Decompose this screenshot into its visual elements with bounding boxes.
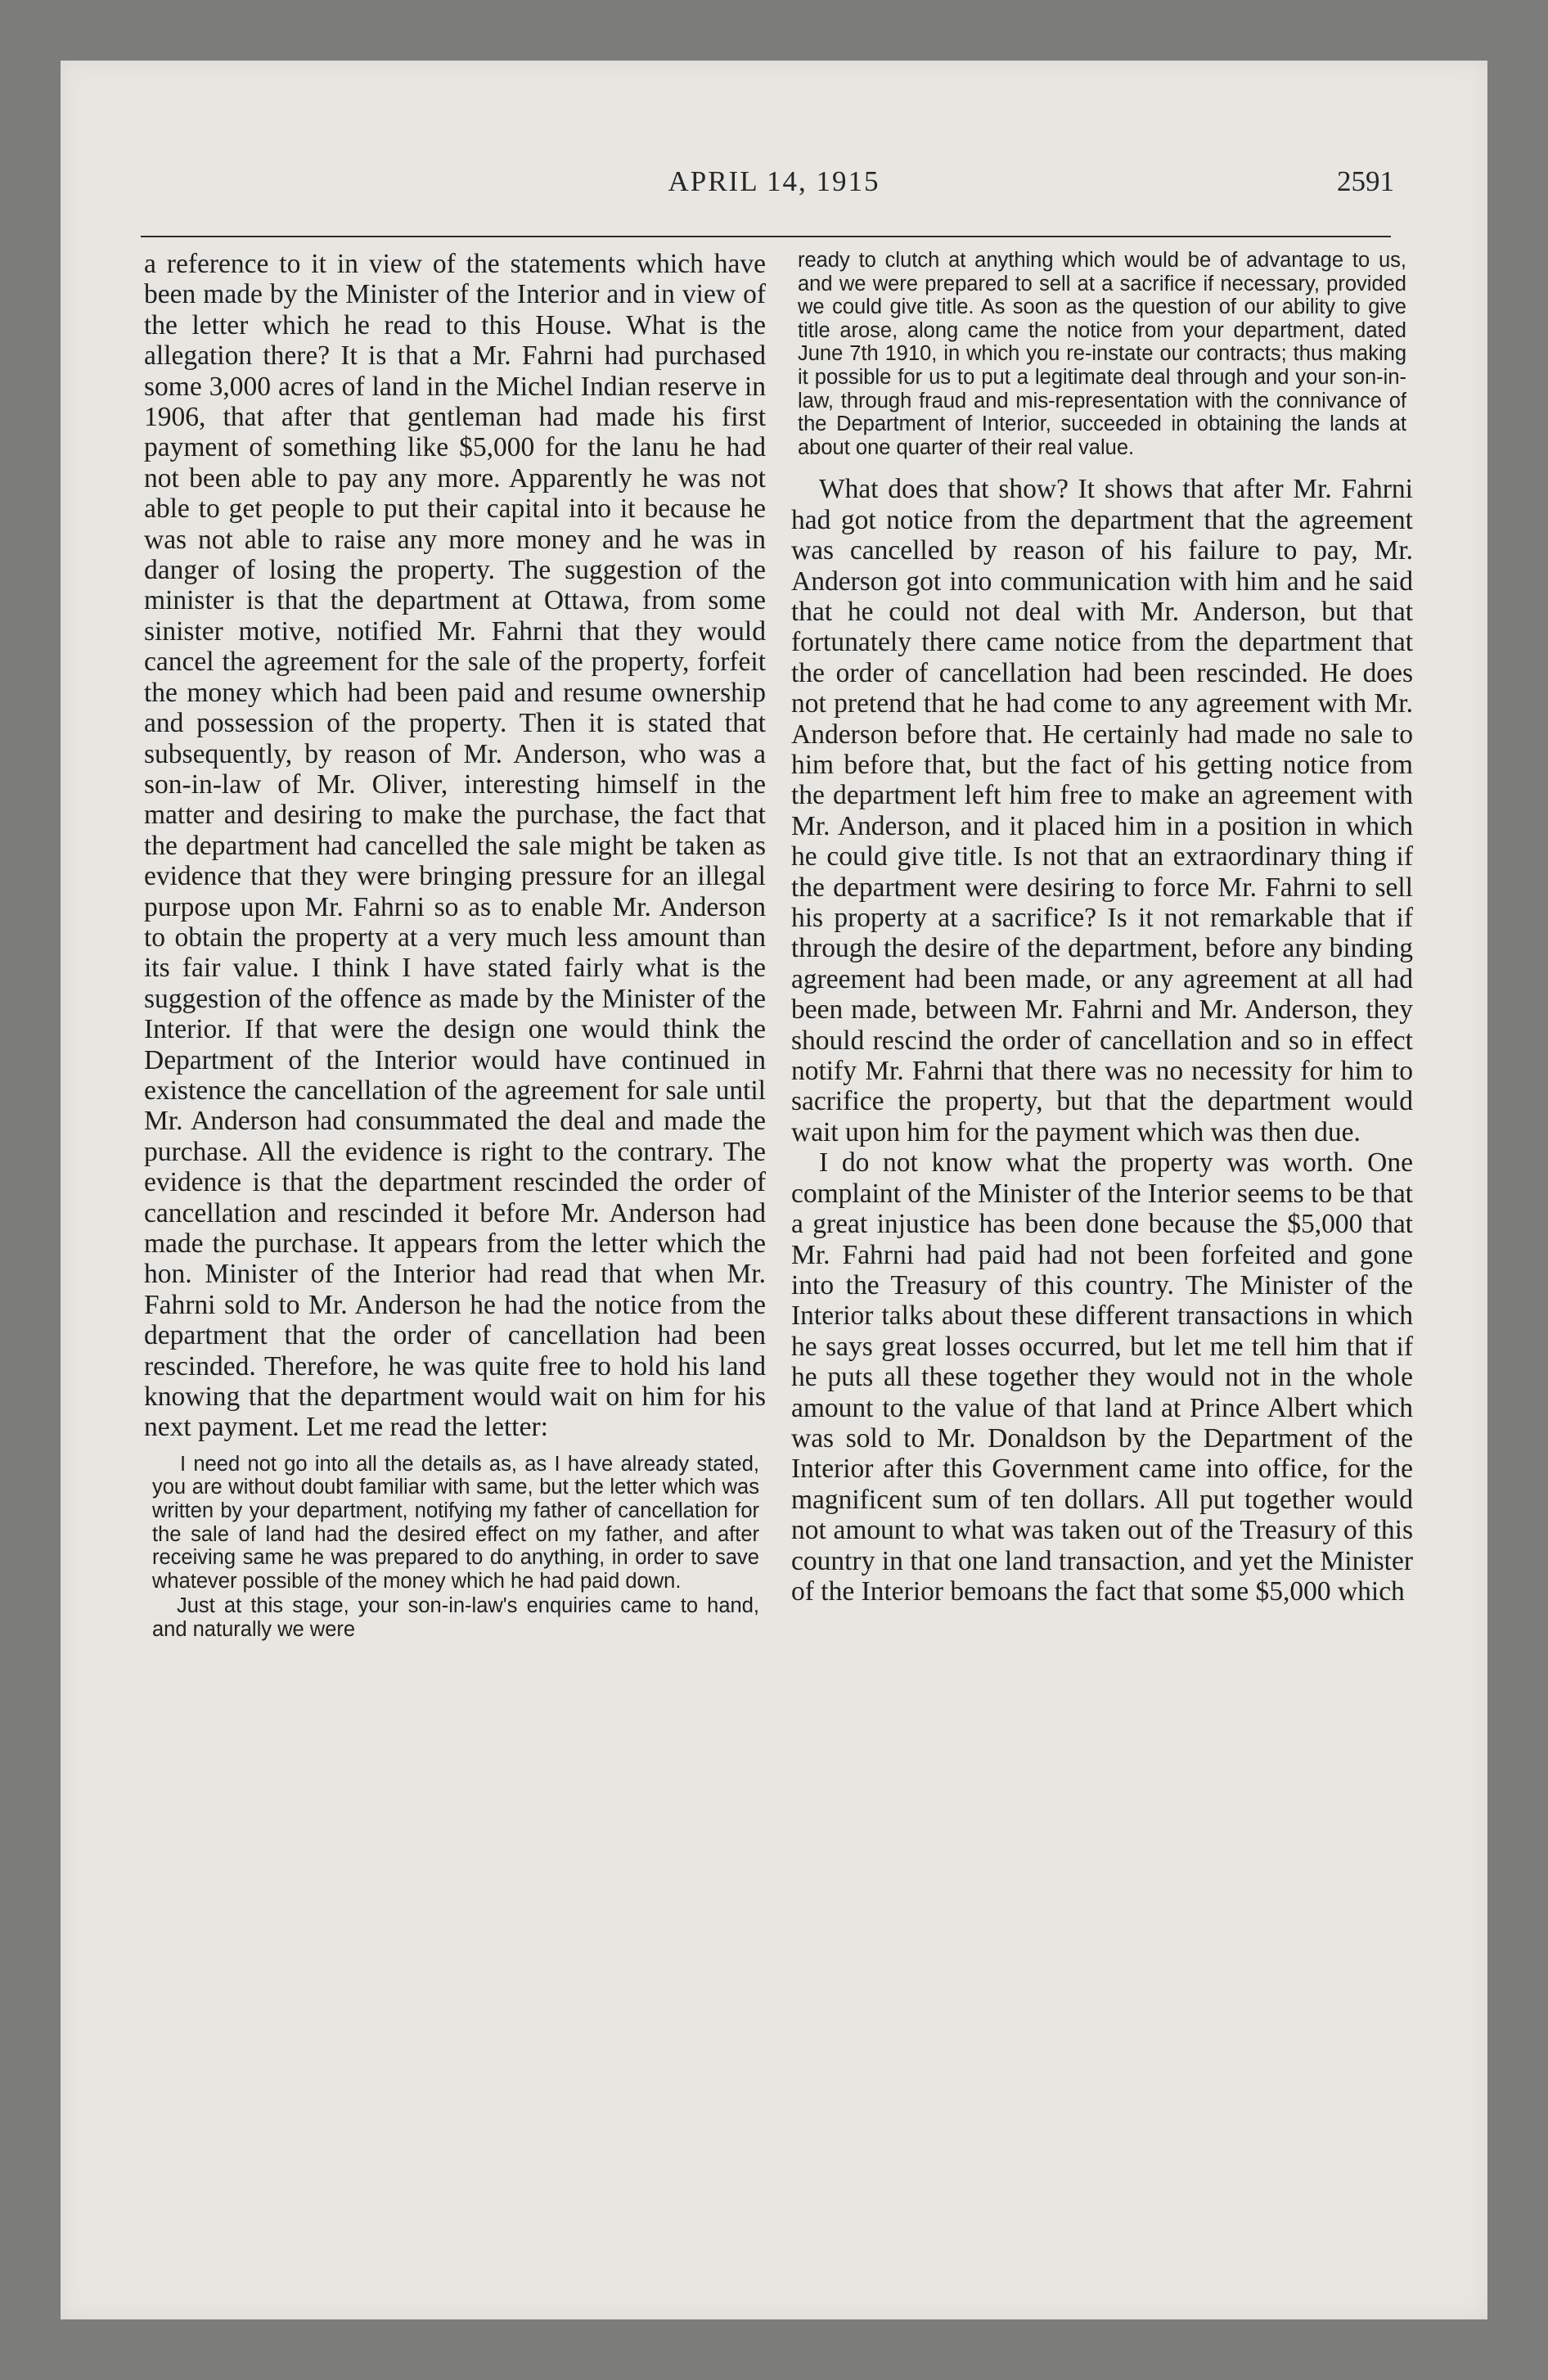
right-column [791, 249, 1413, 2295]
body-paragraph: a reference to it in view of the statements which have been made by the Minister of the Interior and in view of the letter which he read to this House. What is the allegation there? It is that a Mr. Fahrni had purchased some 3,000 acres of land in the Michel Indian reserve in 1906, that after that gentleman had made his first payment of something like $5,000 for the lanu he had not been able to pay any more. Apparently he was not able to get people to put their capital into it because he was not able to raise any more money and he was in danger of losing the property. The suggestion of the minister is that the department at Ottawa, from some sinister motive, notified Mr. Fahrni that they would cancel the agreement for the sale of the property, forfeit the money which had been paid and resume ownership and possession of the property. Then it is stated that subsequently, by reason of Mr. Anderson, who was a son-in-law of Mr. Oliver, interesting himself in the matter and desiring to make the purchase, the fact that the department had cancelled the sale might be taken as evidence that they were bringing pressure for an illegal purpose upon Mr. Fahrni so as to enable Mr. Anderson to obtain the property at a very much less amount than its fair value. I think I have stated fairly what is the suggestion of the offence as made by the Minister of the Interior. If that were the design one would think the Department of the Interior would have continued in existence the cancellation of the agreement for sale until Mr. Anderson had consummated the deal and made the purchase. All the evidence is right to the contrary. The evidence is that the department rescinded the order of cancellation and rescinded it before Mr. Anderson had made the purchase. It appears from the letter which the hon. Minister of the Interior had read that when Mr. Fahrni sold to Mr. Anderson he had the notice from the department that the order of cancellation had been rescinded. Therefore, he was quite free to hold his land knowing that the department would wait on him for his next payment. Let me read the letter: [144, 249, 766, 1443]
letter-quote-continued [791, 249, 1413, 474]
header-date: APRIL 14, 1915 [668, 165, 880, 197]
body-paragraph: I do not know what the property was worth. One complaint of the Minister of the Interior seems to be that a great injustice has been done because the $5,000 that Mr. Fahrni had paid had not been forfeited and gone into the Treasury of this country. The Minister of the Interior talks about these different transactions in which he says great losses occurred, but let me tell him that if he puts all these together they would not in the whole amount to the value of that land at Prince Albert which was sold to Mr. Donaldson by the Department of the Interior after this Government came into office, for the magnificent sum of ten dollars. All put together would not amount to what was taken out of the Treasury of this country in that one land transaction, and yet the Minister of the Interior bemoans the fact that some $5,000 which [791, 1147, 1413, 1607]
page-header [61, 165, 1487, 214]
body-paragraph: What does that show? It shows that after Mr. Fahrni had got notice from the department that the agreement was cancelled by reason of his failure to pay, Mr. Anderson got into communication with him and he said that he could not deal with Mr. Anderson, but that fortunately there came notice from the department that the order of cancellation had been rescinded. He does not pretend that he had come to any agreement with Mr. Anderson before that. He certainly had made no sale to him before that, but the fact of his getting notice from the department left him free to make an agreement with Mr. Anderson, and it placed him in a position in which he could give title. Is not that an extraordinary thing if the department were desiring to force Mr. Fahrni to sell his property at a sacrifice? Is it not remarkable that if through the desire of the department, before any binding agreement had been made, or any agreement at all had been made, between Mr. Fahrni and Mr. Anderson, they should rescind the order of cancellation and so in effect notify Mr. Fahrni that there was no necessity for him to sacrifice the property, but that the department would wait upon him for the payment which was then due. [791, 474, 1413, 1147]
left-column [144, 249, 766, 2295]
header-rule [141, 236, 1391, 237]
document-page [61, 61, 1487, 2319]
quote-paragraph: Just at this stage, your son-in-law's enquiries came to hand, and naturally we were [152, 1594, 759, 1641]
header-page-number: 2591 [1337, 165, 1394, 197]
quote-paragraph: I need not go into all the details as, as I have already stated, you are without doubt familiar with same, but the letter which was written by your department, notifying my father of cancellation for the sale of land had the desired effect on my father, and after receiving same he was prepared to do anything, in order to save whatever possible of the money which he had paid down. [152, 1452, 759, 1593]
letter-quote [144, 1443, 766, 1650]
quote-paragraph: ready to clutch at anything which would be of advantage to us, and we were prepared to sell at a sacrifice if necessary, provided we could give title. As soon as the question of our ability to give title arose, along came the notice from your department, dated June 7th 1910, in which you re-instate our contracts; thus making it possible for us to put a legitimate deal through and your son-in-law, through fraud and mis-representation with the connivance of the Department of Interior, succeeded in obtaining the lands at about one quarter of their real value. [798, 249, 1406, 459]
